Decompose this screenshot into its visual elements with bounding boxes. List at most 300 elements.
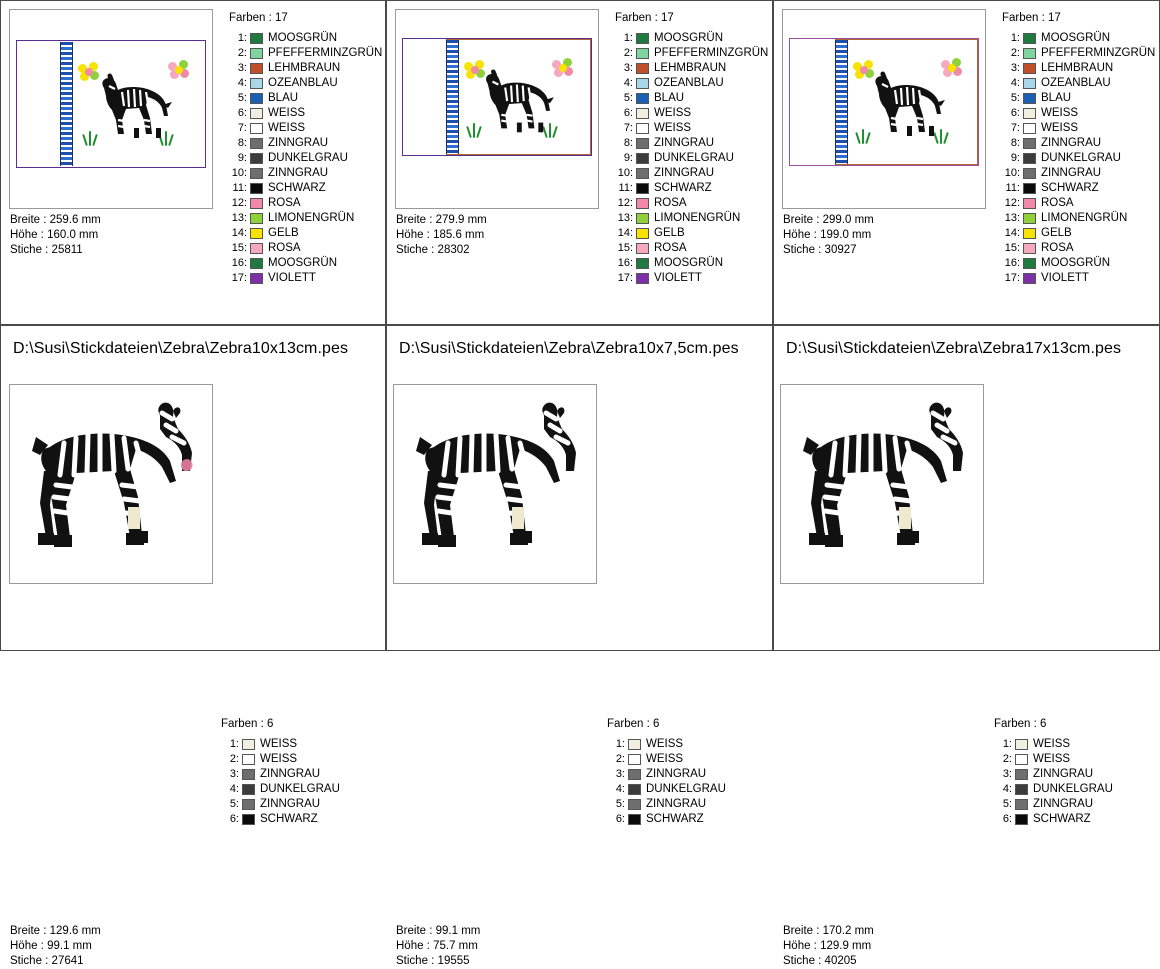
design-preview xyxy=(9,384,213,584)
legend-row xyxy=(227,106,382,121)
legend-row xyxy=(227,271,382,286)
legend-index: 12: xyxy=(231,197,247,209)
legend-index: 10: xyxy=(231,167,247,179)
color-swatch xyxy=(1023,168,1036,179)
color-count-label: Farben : 6 xyxy=(607,718,660,730)
legend-index: 2: xyxy=(237,47,247,59)
legend-row xyxy=(219,812,340,827)
legend-index: 11: xyxy=(232,182,247,194)
color-name: DUNKELGRAU xyxy=(268,152,348,164)
legend-index: 2: xyxy=(623,47,633,59)
legend-row xyxy=(227,151,382,166)
legend-row xyxy=(227,196,382,211)
zebra-illustration xyxy=(466,68,560,144)
color-count-label: Farben : 6 xyxy=(994,718,1047,730)
legend-index: 12: xyxy=(1004,197,1020,209)
legend-index: 1: xyxy=(1002,738,1012,750)
color-name: ROSA xyxy=(268,197,301,209)
color-name: BLAU xyxy=(268,92,299,104)
color-name: ZINNGRAU xyxy=(646,768,707,780)
legend-index: 1: xyxy=(615,738,625,750)
design-stats xyxy=(10,213,101,258)
color-name: OZEANBLAU xyxy=(654,77,724,89)
legend-index: 3: xyxy=(237,62,247,74)
color-count-label: Farben : 6 xyxy=(221,718,274,730)
color-swatch xyxy=(250,153,263,164)
color-name: ZINNGRAU xyxy=(268,137,329,149)
stat-stiche: Stiche : 25811 xyxy=(10,244,83,256)
legend-index: 1: xyxy=(623,32,633,44)
color-name: DUNKELGRAU xyxy=(260,783,340,795)
color-legend xyxy=(595,711,726,827)
color-name: OZEANBLAU xyxy=(1041,77,1111,89)
legend-row xyxy=(613,196,768,211)
legend-row xyxy=(1000,256,1155,271)
color-swatch xyxy=(636,228,649,239)
color-swatch xyxy=(1023,108,1036,119)
design-cell xyxy=(773,0,1160,325)
design-cell xyxy=(0,0,386,325)
legend-row xyxy=(605,797,726,812)
color-swatch xyxy=(1023,213,1036,224)
zebra-illustration xyxy=(10,385,212,583)
color-swatch xyxy=(250,183,263,194)
design-stats xyxy=(10,924,101,969)
color-swatch xyxy=(628,784,641,795)
color-swatch xyxy=(1023,48,1036,59)
legend-row xyxy=(1000,61,1155,76)
color-swatch xyxy=(1023,123,1036,134)
color-name: PFEFFERMINZGRÜN xyxy=(1041,47,1156,59)
legend-row xyxy=(613,256,768,271)
color-name: LEHMBRAUN xyxy=(268,62,341,74)
legend-row xyxy=(227,241,382,256)
stat-hoehe: Höhe : 75.7 mm xyxy=(396,940,478,952)
color-swatch xyxy=(250,198,263,209)
color-name: WEISS xyxy=(260,738,298,750)
legend-index: 15: xyxy=(617,242,633,254)
legend-row xyxy=(1000,46,1155,61)
legend-row xyxy=(992,767,1113,782)
color-name: VIOLETT xyxy=(268,272,316,284)
legend-row xyxy=(227,211,382,226)
legend-row xyxy=(1000,166,1155,181)
color-swatch xyxy=(636,123,649,134)
color-swatch xyxy=(250,93,263,104)
color-swatch xyxy=(636,108,649,119)
legend-index: 7: xyxy=(1010,122,1020,134)
legend-index: 16: xyxy=(1004,257,1020,269)
color-swatch xyxy=(250,138,263,149)
legend-index: 12: xyxy=(617,197,633,209)
color-swatch xyxy=(1015,799,1028,810)
color-name: WEISS xyxy=(260,753,298,765)
color-name: SCHWARZ xyxy=(654,182,712,194)
color-name: WEISS xyxy=(1033,753,1071,765)
legend-index: 10: xyxy=(617,167,633,179)
design-cell xyxy=(0,325,386,967)
color-name: LEHMBRAUN xyxy=(654,62,727,74)
color-swatch xyxy=(242,754,255,765)
legend-row xyxy=(227,136,382,151)
legend-row xyxy=(992,737,1113,752)
legend-index: 13: xyxy=(617,212,633,224)
legend-index: 14: xyxy=(617,227,633,239)
legend-row xyxy=(1000,76,1155,91)
color-name: LIMONENGRÜN xyxy=(654,212,741,224)
color-name: ROSA xyxy=(1041,242,1074,254)
color-legend xyxy=(217,5,382,286)
color-swatch xyxy=(1023,273,1036,284)
border-strip xyxy=(60,42,73,166)
color-swatch xyxy=(636,168,649,179)
legend-index: 16: xyxy=(617,257,633,269)
legend-row xyxy=(227,46,382,61)
legend-index: 2: xyxy=(1002,753,1012,765)
legend-row xyxy=(1000,121,1155,136)
border-strip xyxy=(835,40,848,164)
color-swatch xyxy=(250,273,263,284)
legend-index: 9: xyxy=(237,152,247,164)
legend-row xyxy=(613,136,768,151)
color-swatch xyxy=(1015,784,1028,795)
legend-index: 7: xyxy=(237,122,247,134)
legend-row xyxy=(219,797,340,812)
color-name: ZINNGRAU xyxy=(1033,768,1094,780)
stat-stiche: Stiche : 27641 xyxy=(10,955,84,967)
legend-row xyxy=(613,166,768,181)
color-swatch xyxy=(242,799,255,810)
design-preview xyxy=(393,384,597,584)
color-swatch xyxy=(250,228,263,239)
stat-breite: Breite : 299.0 mm xyxy=(783,214,874,226)
legend-index: 3: xyxy=(1010,62,1020,74)
legend-row xyxy=(605,752,726,767)
color-name: ROSA xyxy=(654,197,687,209)
legend-index: 6: xyxy=(623,107,633,119)
color-swatch xyxy=(628,754,641,765)
legend-index: 6: xyxy=(1002,813,1012,825)
legend-index: 13: xyxy=(231,212,247,224)
legend-row xyxy=(605,782,726,797)
legend-index: 14: xyxy=(231,227,247,239)
color-swatch xyxy=(636,78,649,89)
stat-breite: Breite : 99.1 mm xyxy=(396,925,481,937)
legend-row xyxy=(613,121,768,136)
color-name: DUNKELGRAU xyxy=(1033,783,1113,795)
color-swatch xyxy=(636,33,649,44)
legend-row xyxy=(1000,226,1155,241)
color-swatch xyxy=(636,48,649,59)
color-name: GELB xyxy=(1041,227,1072,239)
color-name: DUNKELGRAU xyxy=(654,152,734,164)
color-name: MOOSGRÜN xyxy=(1041,32,1110,44)
legend-index: 5: xyxy=(1002,798,1012,810)
color-swatch xyxy=(250,108,263,119)
legend-index: 4: xyxy=(623,77,633,89)
color-swatch xyxy=(250,213,263,224)
legend-index: 17: xyxy=(617,272,633,284)
border-strip xyxy=(446,40,459,154)
legend-row xyxy=(613,46,768,61)
color-swatch xyxy=(250,243,263,254)
legend-row xyxy=(1000,151,1155,166)
legend-index: 9: xyxy=(623,152,633,164)
color-name: DUNKELGRAU xyxy=(1041,152,1121,164)
legend-index: 6: xyxy=(1010,107,1020,119)
legend-index: 7: xyxy=(623,122,633,134)
legend-row xyxy=(613,31,768,46)
legend-index: 16: xyxy=(231,257,247,269)
legend-index: 10: xyxy=(1004,167,1020,179)
legend-row xyxy=(227,91,382,106)
legend-row xyxy=(1000,196,1155,211)
color-swatch xyxy=(242,814,255,825)
legend-index: 4: xyxy=(1002,783,1012,795)
legend-index: 5: xyxy=(237,92,247,104)
legend-index: 3: xyxy=(615,768,625,780)
color-swatch xyxy=(636,63,649,74)
color-swatch xyxy=(250,168,263,179)
legend-row xyxy=(605,812,726,827)
color-name: BLAU xyxy=(654,92,685,104)
color-name: WEISS xyxy=(654,107,692,119)
legend-index: 2: xyxy=(615,753,625,765)
color-count-label: Farben : 17 xyxy=(1002,12,1061,24)
color-name: DUNKELGRAU xyxy=(646,783,726,795)
color-swatch xyxy=(1023,258,1036,269)
color-name: SCHWARZ xyxy=(268,182,326,194)
legend-index: 8: xyxy=(623,137,633,149)
color-name: GELB xyxy=(268,227,299,239)
color-swatch xyxy=(1023,78,1036,89)
color-name: ROSA xyxy=(268,242,301,254)
color-swatch xyxy=(636,213,649,224)
legend-row xyxy=(992,797,1113,812)
legend-index: 1: xyxy=(237,32,247,44)
color-name: ZINNGRAU xyxy=(654,167,715,179)
legend-index: 5: xyxy=(229,798,239,810)
legend-index: 5: xyxy=(1010,92,1020,104)
color-swatch xyxy=(628,814,641,825)
legend-row xyxy=(227,61,382,76)
zebra-illustration xyxy=(781,385,983,583)
design-preview xyxy=(9,9,213,209)
color-name: WEISS xyxy=(1041,107,1079,119)
color-swatch xyxy=(636,243,649,254)
color-swatch xyxy=(1023,198,1036,209)
legend-row xyxy=(227,181,382,196)
color-name: MOOSGRÜN xyxy=(268,32,337,44)
legend-index: 17: xyxy=(231,272,247,284)
color-swatch xyxy=(250,258,263,269)
color-legend xyxy=(982,711,1113,827)
file-path-title: D:\Susi\Stickdateien\Zebra\Zebra17x13cm.pes xyxy=(786,340,1122,357)
legend-row xyxy=(613,151,768,166)
legend-row xyxy=(613,271,768,286)
color-name: ZINNGRAU xyxy=(1041,167,1102,179)
color-swatch xyxy=(636,183,649,194)
color-swatch xyxy=(242,739,255,750)
stat-hoehe: Höhe : 99.1 mm xyxy=(10,940,92,952)
color-name: SCHWARZ xyxy=(646,813,704,825)
design-stats xyxy=(783,924,874,969)
legend-row xyxy=(1000,91,1155,106)
color-name: WEISS xyxy=(268,122,306,134)
design-cell xyxy=(386,0,773,325)
design-preview xyxy=(780,384,984,584)
legend-index: 3: xyxy=(1002,768,1012,780)
legend-row xyxy=(227,226,382,241)
legend-row xyxy=(219,767,340,782)
color-swatch xyxy=(636,138,649,149)
color-swatch xyxy=(1015,769,1028,780)
stat-hoehe: Höhe : 199.0 mm xyxy=(783,229,872,241)
color-name: LIMONENGRÜN xyxy=(268,212,355,224)
color-name: ROSA xyxy=(654,242,687,254)
legend-index: 8: xyxy=(1010,137,1020,149)
legend-row xyxy=(227,121,382,136)
color-count-label: Farben : 17 xyxy=(229,12,288,24)
color-swatch xyxy=(242,784,255,795)
color-name: WEISS xyxy=(646,753,684,765)
legend-index: 4: xyxy=(229,783,239,795)
design-preview xyxy=(395,9,599,209)
legend-row xyxy=(1000,136,1155,151)
legend-index: 6: xyxy=(229,813,239,825)
legend-index: 9: xyxy=(1010,152,1020,164)
color-swatch xyxy=(1023,228,1036,239)
legend-row xyxy=(1000,106,1155,121)
legend-row xyxy=(992,812,1113,827)
color-name: WEISS xyxy=(646,738,684,750)
legend-index: 4: xyxy=(237,77,247,89)
legend-row xyxy=(613,211,768,226)
color-name: BLAU xyxy=(1041,92,1072,104)
color-name: ZINNGRAU xyxy=(268,167,329,179)
legend-index: 11: xyxy=(1005,182,1020,194)
legend-index: 5: xyxy=(623,92,633,104)
legend-row xyxy=(613,181,768,196)
legend-row xyxy=(227,256,382,271)
legend-row xyxy=(1000,31,1155,46)
legend-index: 1: xyxy=(1010,32,1020,44)
color-swatch xyxy=(628,799,641,810)
legend-index: 17: xyxy=(1004,272,1020,284)
legend-row xyxy=(219,782,340,797)
legend-row xyxy=(219,752,340,767)
color-name: PFEFFERMINZGRÜN xyxy=(268,47,383,59)
color-name: ZINNGRAU xyxy=(646,798,707,810)
stat-hoehe: Höhe : 160.0 mm xyxy=(10,229,99,241)
design-cell xyxy=(386,325,773,967)
color-name: WEISS xyxy=(268,107,306,119)
stat-stiche: Stiche : 40205 xyxy=(783,955,857,967)
color-name: VIOLETT xyxy=(654,272,702,284)
legend-row xyxy=(227,31,382,46)
color-name: ZINNGRAU xyxy=(654,137,715,149)
legend-row xyxy=(613,61,768,76)
stat-stiche: Stiche : 30927 xyxy=(783,244,857,256)
color-swatch xyxy=(628,769,641,780)
color-name: VIOLETT xyxy=(1041,272,1089,284)
legend-index: 2: xyxy=(229,753,239,765)
color-name: SCHWARZ xyxy=(260,813,318,825)
legend-index: 6: xyxy=(615,813,625,825)
color-swatch xyxy=(1023,63,1036,74)
color-swatch xyxy=(1023,138,1036,149)
legend-row xyxy=(613,241,768,256)
legend-row xyxy=(1000,241,1155,256)
color-swatch xyxy=(628,739,641,750)
legend-index: 4: xyxy=(1010,77,1020,89)
legend-index: 15: xyxy=(1004,242,1020,254)
design-preview xyxy=(782,9,986,209)
color-name: WEISS xyxy=(1033,738,1071,750)
legend-row xyxy=(227,76,382,91)
color-name: WEISS xyxy=(654,122,692,134)
color-swatch xyxy=(1023,93,1036,104)
design-stats xyxy=(783,213,874,258)
legend-index: 11: xyxy=(618,182,633,194)
color-swatch xyxy=(1023,243,1036,254)
legend-row xyxy=(613,106,768,121)
legend-row xyxy=(1000,211,1155,226)
color-name: WEISS xyxy=(1041,122,1079,134)
legend-row xyxy=(613,91,768,106)
color-swatch xyxy=(250,123,263,134)
legend-index: 2: xyxy=(1010,47,1020,59)
color-name: MOOSGRÜN xyxy=(654,257,723,269)
color-name: LIMONENGRÜN xyxy=(1041,212,1128,224)
color-name: ROSA xyxy=(1041,197,1074,209)
color-swatch xyxy=(1015,754,1028,765)
color-name: ZINNGRAU xyxy=(260,768,321,780)
color-swatch xyxy=(250,33,263,44)
design-stats xyxy=(396,924,480,969)
color-swatch xyxy=(250,48,263,59)
color-name: GELB xyxy=(654,227,685,239)
stat-breite: Breite : 279.9 mm xyxy=(396,214,487,226)
zebra-illustration xyxy=(855,70,951,148)
legend-index: 4: xyxy=(615,783,625,795)
color-swatch xyxy=(636,93,649,104)
color-swatch xyxy=(636,258,649,269)
color-name: ZINNGRAU xyxy=(1033,798,1094,810)
stat-hoehe: Höhe : 185.6 mm xyxy=(396,229,485,241)
color-swatch xyxy=(636,153,649,164)
color-name: PFEFFERMINZGRÜN xyxy=(654,47,769,59)
legend-index: 15: xyxy=(231,242,247,254)
stat-stiche: Stiche : 19555 xyxy=(396,955,470,967)
color-swatch xyxy=(250,63,263,74)
stat-breite: Breite : 170.2 mm xyxy=(783,925,874,937)
color-swatch xyxy=(250,78,263,89)
color-name: SCHWARZ xyxy=(1033,813,1091,825)
legend-index: 1: xyxy=(229,738,239,750)
color-name: MOOSGRÜN xyxy=(268,257,337,269)
legend-row xyxy=(992,782,1113,797)
legend-index: 14: xyxy=(1004,227,1020,239)
color-swatch xyxy=(1023,33,1036,44)
color-name: SCHWARZ xyxy=(1041,182,1099,194)
zebra-illustration xyxy=(394,385,596,583)
stat-breite: Breite : 129.6 mm xyxy=(10,925,101,937)
legend-row xyxy=(992,752,1113,767)
legend-row xyxy=(605,767,726,782)
color-name: MOOSGRÜN xyxy=(1041,257,1110,269)
color-name: ZINNGRAU xyxy=(1041,137,1102,149)
